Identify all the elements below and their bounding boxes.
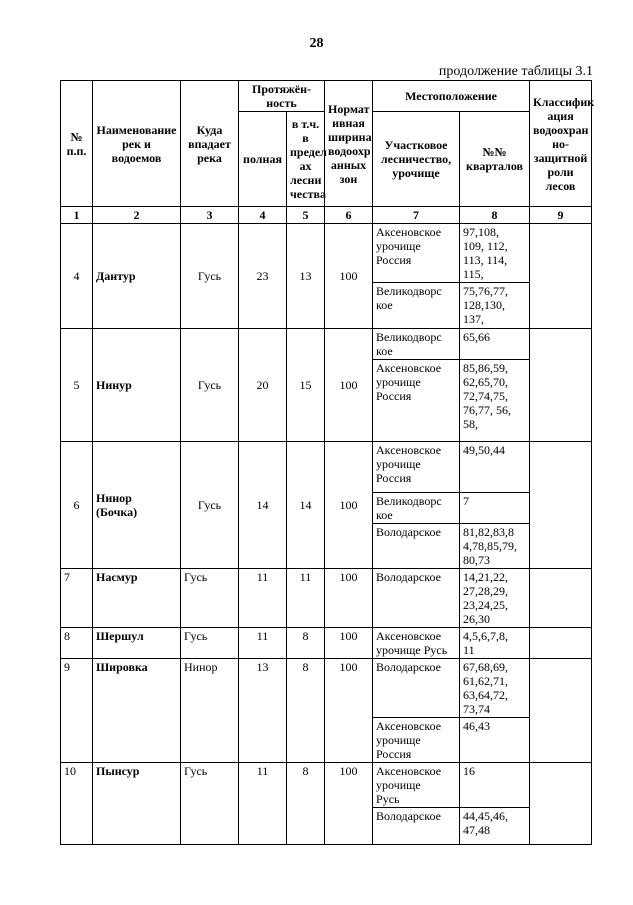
zone-width: 100 — [325, 659, 373, 763]
header-flow-into: Куда впадает река — [181, 81, 239, 207]
length-full: 20 — [239, 329, 287, 442]
length-in-forestry: 8 — [287, 763, 325, 845]
location-quarters: 67,68,69, 61,62,71, 63,64,72, 73,74 — [460, 659, 530, 718]
column-number: 3 — [181, 207, 239, 224]
location-district: Аксеновское урочище Русь — [373, 628, 460, 659]
location-quarters: 44,45,46, 47,48 — [460, 808, 530, 845]
river-name: Шершул — [93, 628, 181, 659]
flows-into: Гусь — [181, 224, 239, 329]
location-quarters: 4,5,6,7,8, 11 — [460, 628, 530, 659]
flows-into: Гусь — [181, 329, 239, 442]
length-full: 11 — [239, 763, 287, 845]
zone-width: 100 — [325, 224, 373, 329]
header-classification: Классифик ация водоохран но- защитной роли лесов — [530, 81, 592, 207]
location-district: Аксеновское урочище Россия — [373, 224, 460, 283]
table-row — [61, 569, 592, 628]
length-full: 11 — [239, 628, 287, 659]
flows-into: Гусь — [181, 763, 239, 845]
location-district: Володарское — [373, 659, 460, 718]
location-quarters: 97,108, 109, 112, 113, 114, 115, — [460, 224, 530, 283]
length-in-forestry: 15 — [287, 329, 325, 442]
location-quarters: 81,82,83,8 4,78,85,79, 80,73 — [460, 524, 530, 569]
table-header — [61, 81, 595, 224]
header-num: № п.п. — [61, 81, 93, 207]
column-number: 1 — [61, 207, 93, 224]
location-quarters: 49,50,44 — [460, 442, 530, 493]
column-number: 6 — [325, 207, 373, 224]
table-row — [61, 628, 592, 659]
zone-width: 100 — [325, 442, 373, 569]
row-number: 9 — [61, 659, 93, 763]
location-district: Аксеновское урочище Россия — [373, 718, 460, 763]
location-quarters: 14,21,22, 27,28,29, 23,24,25, 26,30 — [460, 569, 530, 628]
column-number: 2 — [93, 207, 181, 224]
row-number: 10 — [61, 763, 93, 845]
location-quarters: 46,43 — [460, 718, 530, 763]
row-number: 5 — [61, 329, 93, 442]
classification-cell — [530, 329, 592, 442]
row-number: 7 — [61, 569, 93, 628]
length-full: 14 — [239, 442, 287, 569]
row-number: 6 — [61, 442, 93, 569]
classification-cell — [530, 569, 592, 628]
length-in-forestry: 11 — [287, 569, 325, 628]
header-length-group: Протяжён- ность — [239, 81, 325, 112]
header-length-forest: в т.ч. в предел ах лесни чества — [287, 112, 325, 207]
flows-into: Гусь — [181, 442, 239, 569]
row-number: 8 — [61, 628, 93, 659]
location-district: Володарское — [373, 808, 460, 845]
classification-cell — [530, 224, 592, 329]
location-quarters: 75,76,77, 128,130, 137, — [460, 283, 530, 329]
header-district: Участковое лесничество, урочище — [373, 112, 460, 207]
river-name: Насмур — [93, 569, 181, 628]
row-number: 4 — [61, 224, 93, 329]
table-continuation-title: продолжение таблицы 3.1 — [438, 64, 593, 79]
column-number: 8 — [460, 207, 530, 224]
length-full: 13 — [239, 659, 287, 763]
location-district: Аксеновское урочище Русь — [373, 763, 460, 808]
flows-into: Гусь — [181, 569, 239, 628]
length-in-forestry: 8 — [287, 628, 325, 659]
river-name: Дантур — [93, 224, 181, 329]
zone-width: 100 — [325, 628, 373, 659]
column-number: 9 — [530, 207, 592, 224]
table-row — [61, 659, 592, 718]
header-name: Наименование рек и водоемов — [93, 81, 181, 207]
table-row — [61, 329, 592, 360]
location-district: Великодворс кое — [373, 283, 460, 329]
table-row — [61, 763, 592, 808]
table-body — [61, 224, 592, 845]
header-length-full: полная — [239, 112, 287, 207]
river-name: Нинор (Бочка) — [93, 442, 181, 569]
classification-cell — [530, 763, 592, 845]
flows-into: Гусь — [181, 628, 239, 659]
length-in-forestry: 8 — [287, 659, 325, 763]
table-row — [61, 224, 592, 283]
location-district: Аксеновское урочище Россия — [373, 442, 460, 493]
river-name: Пынсур — [93, 763, 181, 845]
location-quarters: 65,66 — [460, 329, 530, 360]
length-full: 11 — [239, 569, 287, 628]
header-quarters: №№ кварталов — [460, 112, 530, 207]
location-quarters: 7 — [460, 493, 530, 524]
location-district: Великодворс кое — [373, 493, 460, 524]
length-in-forestry: 14 — [287, 442, 325, 569]
zone-width: 100 — [325, 569, 373, 628]
rivers-table — [60, 80, 595, 845]
length-in-forestry: 13 — [287, 224, 325, 329]
page-number: 28 — [309, 36, 324, 51]
location-district: Володарское — [373, 569, 460, 628]
river-name: Шировка — [93, 659, 181, 763]
location-district: Володарское — [373, 524, 460, 569]
table-row — [61, 442, 592, 493]
column-number: 7 — [373, 207, 460, 224]
river-name: Нинур — [93, 329, 181, 442]
location-district: Великодворс кое — [373, 329, 460, 360]
zone-width: 100 — [325, 763, 373, 845]
column-number: 5 — [287, 207, 325, 224]
classification-cell — [530, 628, 592, 659]
zone-width: 100 — [325, 329, 373, 442]
column-number: 4 — [239, 207, 287, 224]
flows-into: Нинор — [181, 659, 239, 763]
classification-cell — [530, 659, 592, 763]
location-quarters: 85,86,59, 62,65,70, 72,74,75, 76,77, 56, 58, — [460, 360, 530, 442]
location-district: Аксеновское урочище Россия — [373, 360, 460, 442]
location-quarters: 16 — [460, 763, 530, 808]
header-width: Нормат ивная ширина водоохр анных зон — [325, 81, 373, 207]
length-full: 23 — [239, 224, 287, 329]
classification-cell — [530, 442, 592, 569]
header-location-group: Местоположение — [373, 81, 530, 112]
column-number-row — [61, 207, 592, 224]
